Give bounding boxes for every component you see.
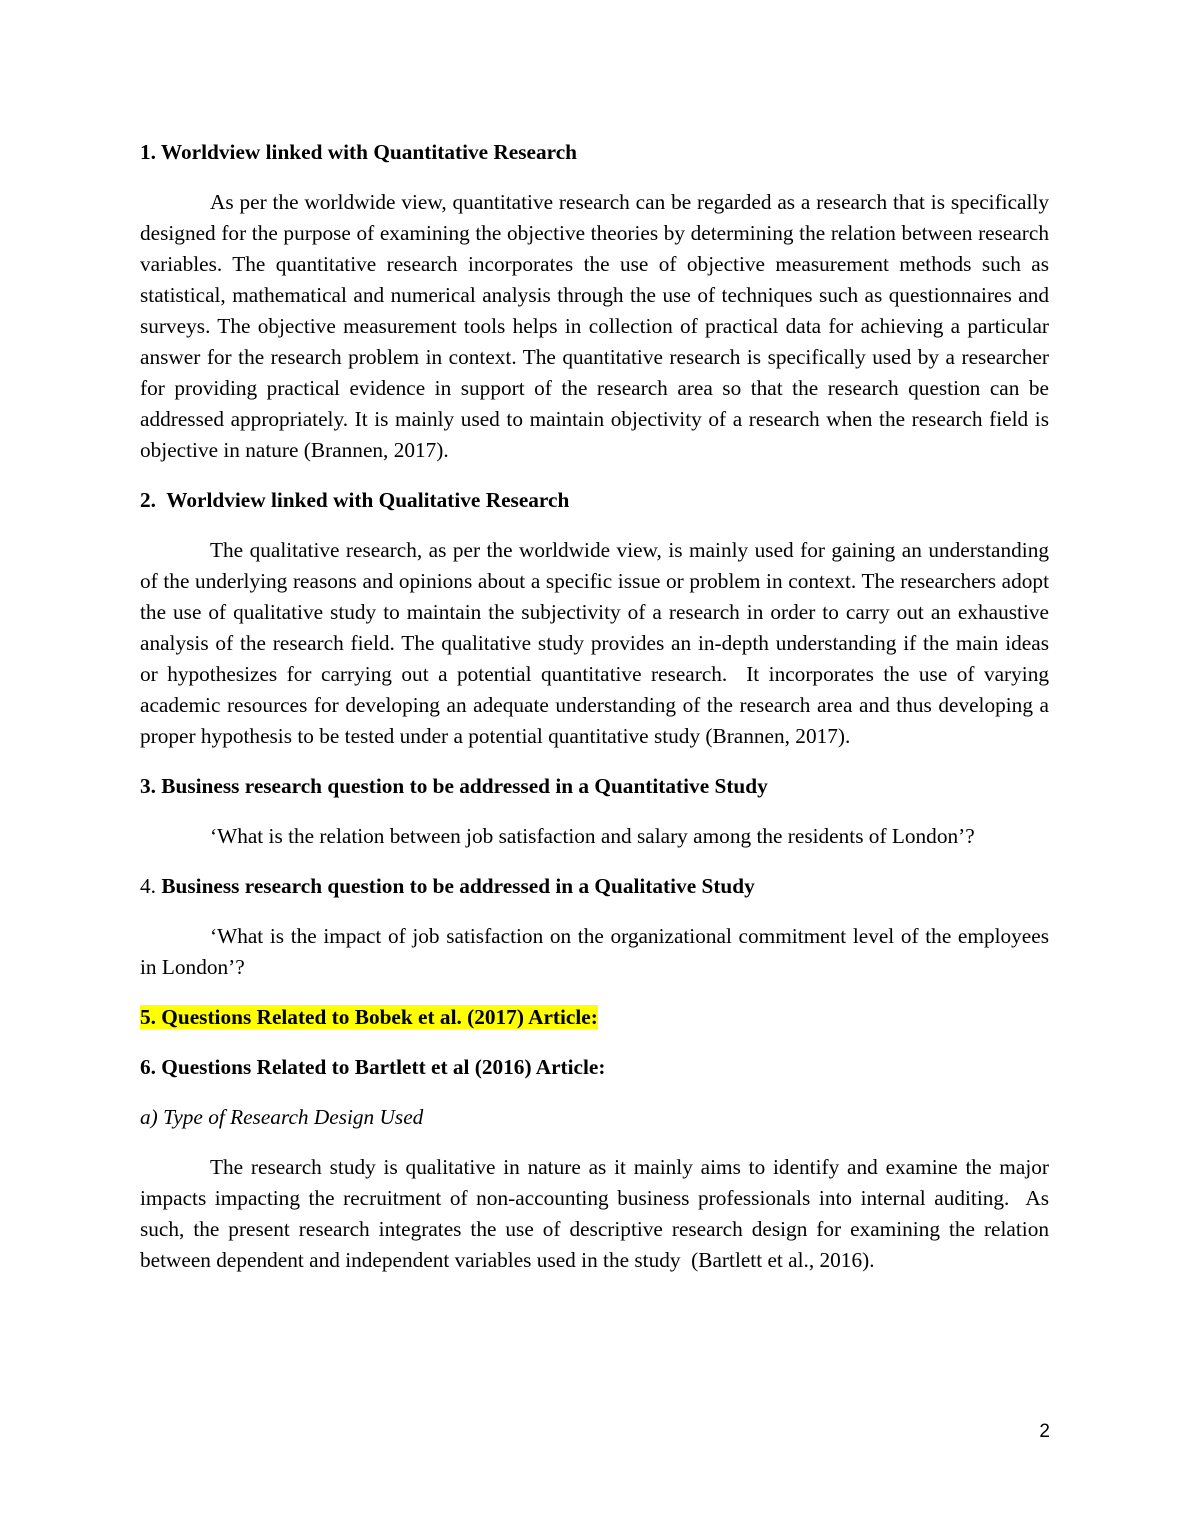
- highlighted-heading: 5. Questions Related to Bobek et al. (2017) Article:: [140, 1005, 598, 1029]
- section-1-heading: 1. Worldview linked with Quantitative Research: [140, 140, 577, 164]
- section-2-heading: 2. Worldview linked with Qualitative Research: [140, 488, 570, 512]
- section-4-heading-text: Business research question to be addressed in a Qualitative Study: [161, 874, 755, 898]
- section-4-number: 4.: [140, 874, 156, 898]
- section-6-paragraph: The research study is qualitative in nature as it mainly aims to identify and examine the major impacts impacting the recruitment of non-accounting business professionals into internal auditing. As such, the present research integrates the use of descriptive research design for examining the relation between dependent and independent variables used in the study (Bartlett et al., 2016).: [140, 1155, 1055, 1272]
- document-body: [140, 137, 1055, 1295]
- section-3-heading: 3. Business research question to be addressed in a Quantitative Study: [140, 774, 768, 798]
- section-1-paragraph: As per the worldwide view, quantitative research can be regarded as a research that is specifically designed for the purpose of examining the objective theories by determining the relation between research variables. The quantitative research incorporates the use of objective measurement methods such as statistical, mathematical and numerical analysis through the use of techniques such as questionnaires and surveys. The objective measurement tools helps in collection of practical data for achieving a particular answer for the research problem in context. The quantitative research is specifically used by a researcher for providing practical evidence in support of the research area so that the research question can be addressed appropriately. It is mainly used to maintain objectivity of a research when the research field is objective in nature (Brannen, 2017).: [140, 190, 1049, 462]
- section-5-heading: [140, 1002, 1049, 1033]
- section-4-heading: [140, 871, 1049, 902]
- section-4-question: ‘What is the impact of job satisfaction on the organizational commitment level of the employees in London’?: [140, 924, 1049, 979]
- page-number: 2: [1039, 1421, 1050, 1442]
- section-2-paragraph: The qualitative research, as per the worldwide view, is mainly used for gaining an understanding of the underlying reasons and opinions about a specific issue or problem in context. The researchers adopt the use of qualitative study to maintain the subjectivity of a research in order to carry out an exhaustive analysis of the research field. The qualitative study provides an in-depth understanding if the main ideas or hypothesizes for carrying out a potential quantitative research. It incorporates the use of varying academic resources for developing an adequate understanding of the research area and thus developing a proper hypothesis to be tested under a potential quantitative study (Brannen, 2017).: [140, 538, 1055, 748]
- section-3-question: ‘What is the relation between job satisfaction and salary among the residents of London’?: [210, 824, 975, 848]
- section-6-heading: 6. Questions Related to Bartlett et al (2016) Article:: [140, 1055, 606, 1079]
- section-6-subheading: a) Type of Research Design Used: [140, 1105, 424, 1129]
